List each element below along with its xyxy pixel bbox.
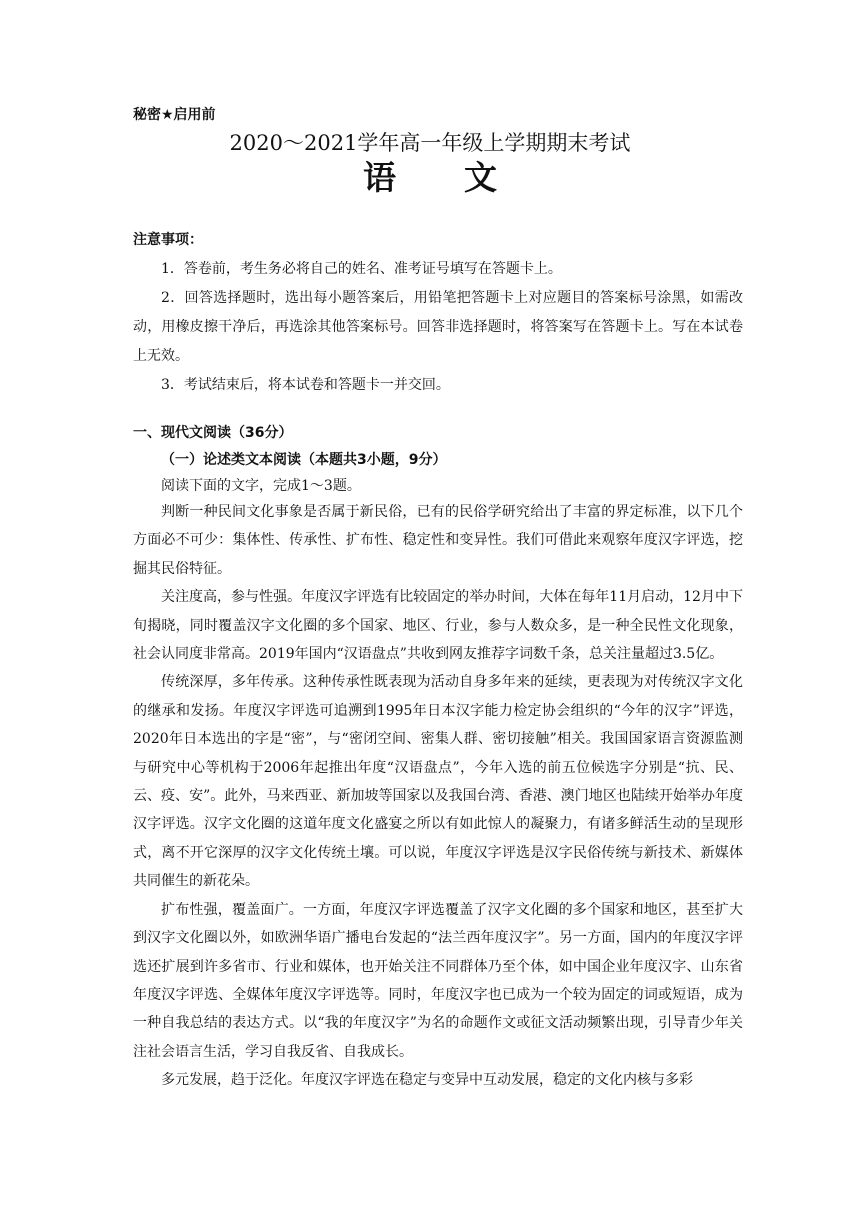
notice-item: 3．考试结束后，将本试卷和答题卡一并交回。 bbox=[161, 377, 450, 393]
subject-char: 语 bbox=[363, 158, 396, 197]
passage-paragraph: 传统深厚，多年传承。这种传承性既表现为活动自身多年来的延续，更表现为对传统汉字文化的继承和发扬。年度汉字评选可追溯到1995年日本汉字能力检定协会组织的“今年的汉字”评选，2020年日本选出的字是“密”，与“密闭空间、密集人群、密切接触”相关。我国国家语言资源监测与研究中心等机构于2006年起推出年度“汉语盘点”，今年入选的前五位候选字分别是“抗、民、云、疫、安”。此外，马来西亚、新加坡等国家以及我国台湾、香港、澳门地区也陆续开始举办年度汉字评选。汉字文化圈的这道年度文化盛宴之所以有如此惊人的凝聚力，有诸多鲜活生动的呈现形式，离不开它深厚的汉字文化传统土壤。可以说，年度汉字评选是汉字民俗传统与新技术、新媒体共同催生的新花朵。 bbox=[133, 674, 743, 890]
section-heading: 一、现代文阅读（36分） bbox=[133, 425, 293, 441]
exam-title: 2020～2021学年高一年级上学期期末考试 bbox=[229, 131, 631, 155]
notices-list bbox=[133, 255, 743, 400]
subsection-heading: （一）论述类文本阅读（本题共3小题，9分） bbox=[161, 452, 447, 468]
passage-paragraph: 多元发展，趋于泛化。年度汉字评选在稳定与变异中互动发展，稳定的文化内核与多彩 bbox=[161, 1072, 693, 1089]
notice-item: 2．回答选择题时，选出每小题答案后，用铅笔把答题卡上对应题目的答案标号涂黑，如需改动，用橡皮擦干净后，再选涂其他答案标号。回答非选择题时，将答案写在答题卡上。写在本试卷上无效。 bbox=[133, 290, 743, 364]
reading-passage bbox=[133, 498, 743, 1095]
passage-paragraph: 扩布性强，覆盖面广。一方面，年度汉字评选覆盖了汉字文化圈的多个国家和地区，甚至扩大到汉字文化圈以外，如欧洲华语广播电台发起的“法兰西年度汉字”。另一方面，国内的年度汉字评选还扩展到许多省市、行业和媒体，也开始关注不同群体乃至个体，如中国企业年度汉字、山东省年度汉字评选、全媒体年度汉字评选等。同时，年度汉字也已成为一个较为固定的词或短语，成为一种自我总结的表达方式。以“我的年度汉字”为名的命题作文或征文活动频繁出现，引导青少年关注社会语言生活，学习自我反省、自我成长。 bbox=[133, 901, 743, 1060]
passage-paragraph: 关注度高，参与性强。年度汉字评选有比较固定的举办时间，大体在每年11月启动，12月中下旬揭晓，同时覆盖汉字文化圈的多个国家、地区、行业，参与人数众多，是一种全民性文化现象，社会认同度非常高。2019年国内“汉语盘点”共收到网友推荐字词数千条，总关注量超过3.5亿。 bbox=[133, 589, 743, 663]
secret-mark: 秘密★启用前 bbox=[133, 107, 216, 123]
passage-paragraph: 判断一种民间文化事象是否属于新民俗，已有的民俗学研究给出了丰富的界定标准，以下几个方面必不可少：集体性、传承性、扩布性、稳定性和变异性。我们可借此来观察年度汉字评选，挖掘其民俗特征。 bbox=[133, 504, 743, 577]
notice-item: 1．答卷前，考生务必将自己的姓名、准考证号填写在答题卡上。 bbox=[161, 261, 562, 277]
notices-heading: 注意事项： bbox=[133, 232, 203, 248]
subject-title bbox=[0, 152, 860, 199]
reading-instruction: 阅读下面的文字，完成1～3题。 bbox=[161, 478, 361, 494]
subject-char: 文 bbox=[464, 158, 497, 197]
